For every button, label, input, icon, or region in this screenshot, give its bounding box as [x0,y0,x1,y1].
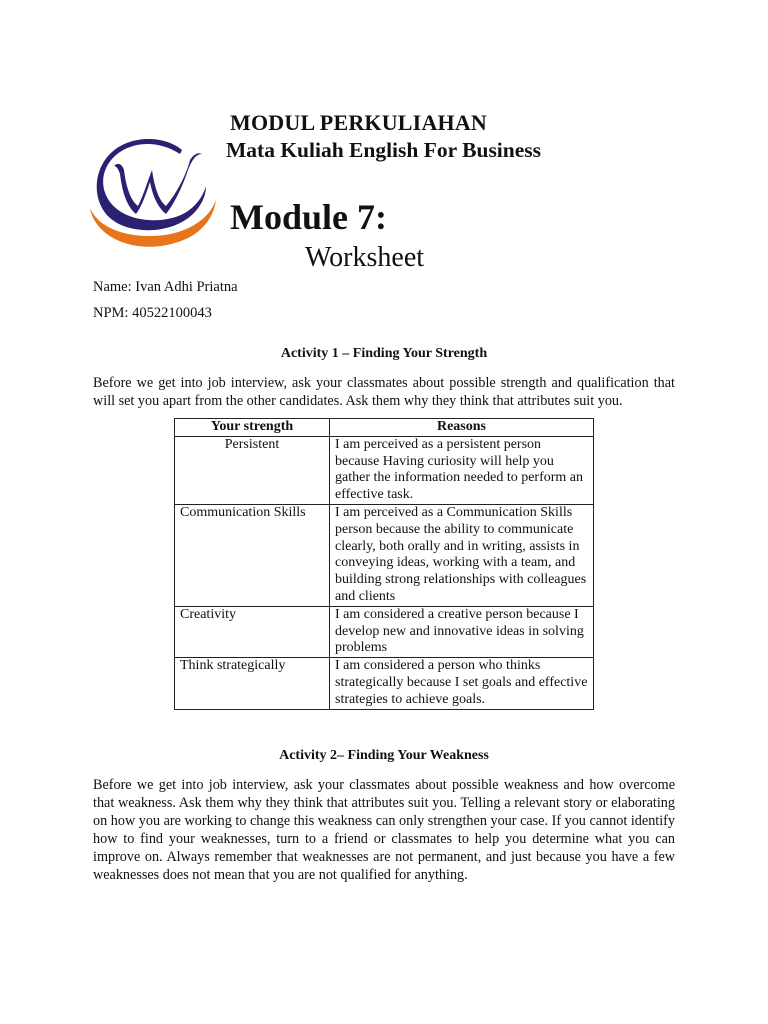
strength-table [174,418,594,710]
reason-cell: I am perceived as a Communication Skills person because the ability to communicate clearly, both orally and in writing, assists in conveying ideas, working with a team, and building strong relationships with colleagues and clients [330,504,594,606]
table-row [175,606,594,657]
header-your-strength: Your strength [175,419,330,437]
table-header-row [175,419,594,437]
modul-heading: MODUL PERKULIAHAN [230,110,488,135]
reason-cell: I am perceived as a persistent person because Having curiosity will help you gather the information needed to perform an effective task. [330,436,594,504]
university-logo [86,130,218,252]
worksheet-subtitle: Worksheet [305,242,425,273]
module-title: Module 7: [230,197,387,237]
table-row [175,436,594,504]
strength-cell: Communication Skills [175,504,330,606]
strength-cell: Think strategically [175,658,330,709]
course-heading: Mata Kuliah English For Business [226,138,542,162]
table-row [175,658,594,709]
activity2-intro: Before we get into job interview, ask your classmates about possible weakness and how overcome that weakness. Ask them why they think that attributes suit you. Telling a relevant story or elaborating on how you are working to change this weakness can only strengthen your case. If you cannot identify how to find your weaknesses, turn to a friend or classmates to help you determine what you can improve on. Always remember that weaknesses are not permanent, and just because you have a few weaknesses does not mean that you are not qualified for anything. [93,777,675,883]
strength-cell: Persistent [175,436,330,504]
strength-cell: Creativity [175,606,330,657]
university-w-logo-icon [86,130,218,252]
student-name: Name: Ivan Adhi Priatna [93,279,238,295]
header-reasons: Reasons [330,419,594,437]
student-npm: NPM: 40522100043 [93,305,212,321]
reason-cell: I am considered a person who thinks strategically because I set goals and effective strategies to achieve goals. [330,658,594,709]
activity1-intro: Before we get into job interview, ask your classmates about possible strength and qualification that will set you apart from the other candidates. Ask them why they think that attributes suit you. [93,375,675,409]
activity1-title: Activity 1 – Finding Your Strength [280,346,488,361]
activity2-title: Activity 2– Finding Your Weakness [279,748,489,763]
reason-cell: I am considered a creative person because I develop new and innovative ideas in solving problems [330,606,594,657]
table-row [175,504,594,606]
